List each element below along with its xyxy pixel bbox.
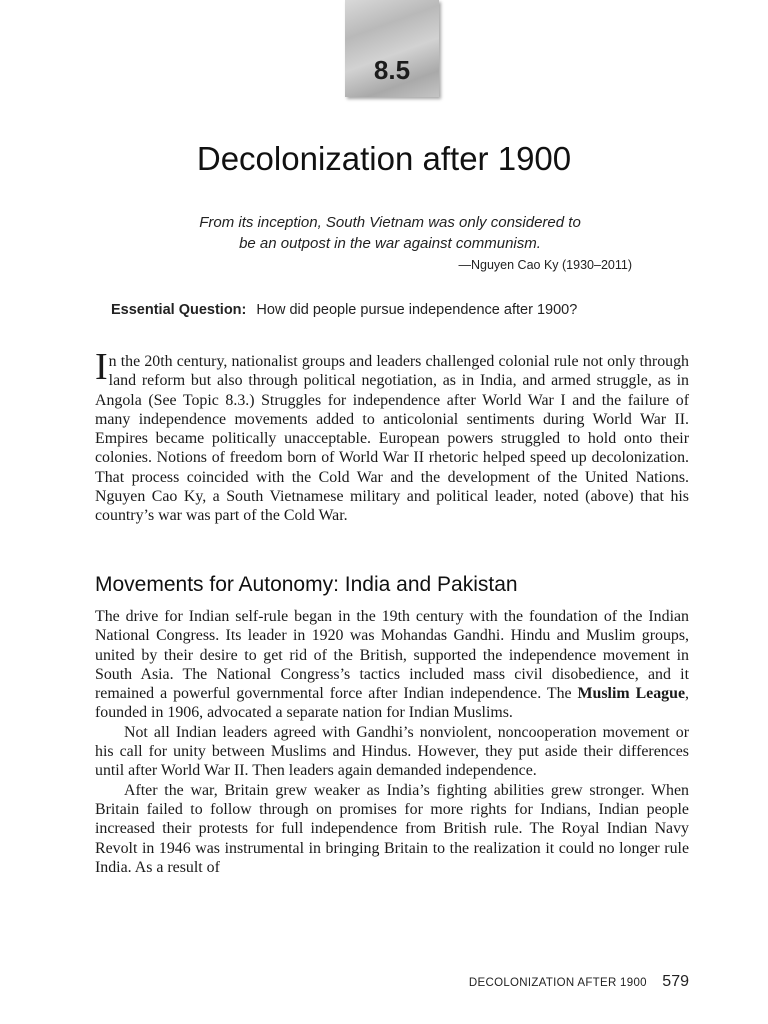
body-paragraph-2: Not all Indian leaders agreed with Gandhi’s nonviolent, noncooperation movement or his call for unity between Muslims and Hindus. However, they put aside their differences until after World War II. Then leaders again demanded independence. bbox=[95, 723, 689, 780]
epigraph-attribution: —Nguyen Cao Ky (1930–2011) bbox=[458, 258, 632, 272]
intro-text: n the 20th century, nationalist groups and leaders challenged colonial rule not only through land reform but also through political negotiation, as in India, and armed struggle, as in Angola (See Topic 8.3.) Struggles for independence after World War I and the failure of many independence movements added to anticolonial sentiments during World War II. Empires became politically unacceptable. European powers struggled to hold onto their colonies. Notions of freedom born of World War II rhetoric helped speed up decolonization. That process coincided with the Cold War and the development of the United Nations. Nguyen Cao Ky, a South Vietnamese military and political leader, noted (above) that his country’s war was part of the Cold War. bbox=[95, 353, 689, 525]
page-title: Decolonization after 1900 bbox=[196, 140, 572, 177]
page-number: 579 bbox=[662, 973, 689, 990]
running-footer-title: DECOLONIZATION AFTER 1900 bbox=[468, 977, 647, 989]
essential-question bbox=[111, 302, 577, 318]
key-term-muslim-league: Muslim League bbox=[577, 685, 686, 703]
epigraph-quote bbox=[150, 212, 630, 254]
epigraph-line-2: be an outpost in the war against communism. bbox=[239, 235, 541, 252]
essential-question-label: Essential Question: bbox=[111, 302, 247, 318]
essential-question-text: How did people pursue independence after 1900? bbox=[256, 302, 578, 318]
intro-paragraph bbox=[95, 346, 689, 526]
section-number-badge bbox=[345, 0, 439, 97]
body-paragraph-1 bbox=[95, 607, 689, 723]
section-body bbox=[95, 607, 689, 877]
section-heading: Movements for Autonomy: India and Pakistan bbox=[95, 573, 518, 596]
paragraph-1-continued: , founded in 1906, advocated a separate nation for Indian Muslims. bbox=[95, 685, 689, 722]
epigraph-line-1: From its inception, South Vietnam was only considered to bbox=[199, 214, 581, 231]
page-footer bbox=[469, 973, 689, 991]
paragraph-1-text: The drive for Indian self-rule began in the 19th century with the foundation of the Indian National Congress. Its leader in 1920 was Mohandas Gandhi. Hindu and Muslim groups, united by their desire to get rid of the British, supported the independence movement in South Asia. The National Congress’s tactics included mass civil disobedience, and it remained a powerful governmental force after Indian independence. The bbox=[95, 608, 689, 703]
section-number: 8.5 bbox=[373, 55, 411, 85]
drop-cap: I bbox=[95, 346, 108, 388]
body-paragraph-3: After the war, Britain grew weaker as India’s fighting abilities grew stronger. When Britain failed to follow through on promises for more rights for Indians, Indian people increased their protests for full independence from British rule. The Royal Indian Navy Revolt in 1946 was instrumental in bringing Britain to the realization it could no longer rule India. As a result of bbox=[95, 781, 689, 876]
